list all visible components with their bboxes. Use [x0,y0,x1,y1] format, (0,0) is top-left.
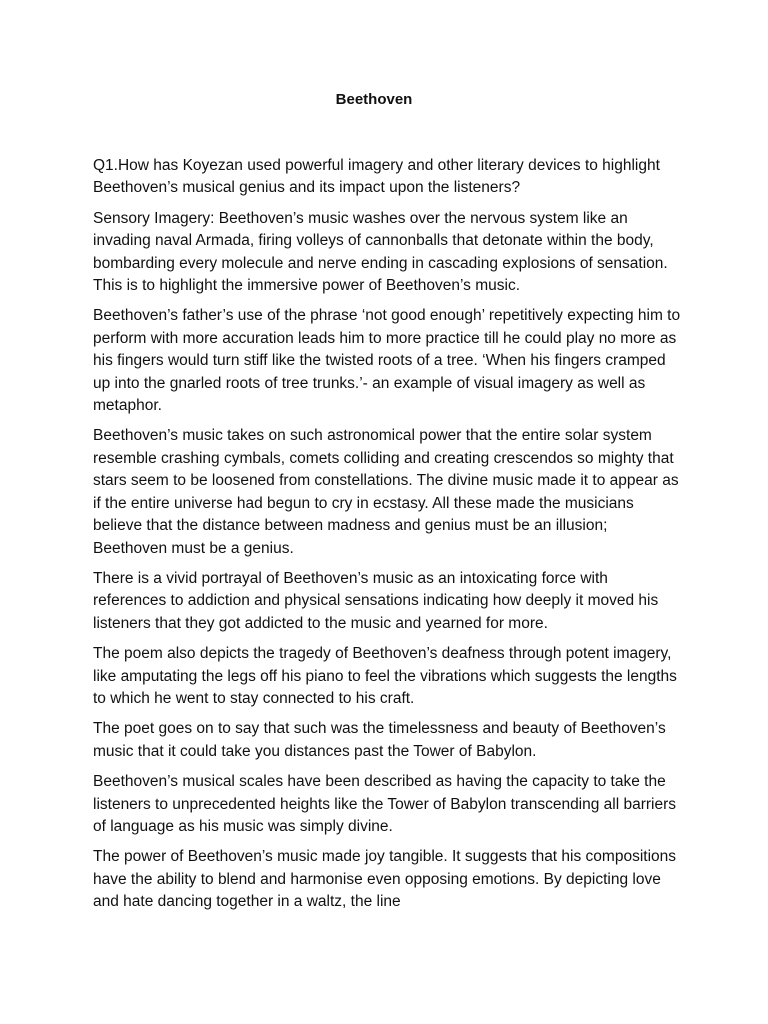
body-paragraph: Beethoven’s father’s use of the phrase ‘not good enough’ repetitively expecting him to perform with more accuration leads him to more practice till he could play no more as his fingers would turn stiff like the twisted roots of a tree. ‘When his fingers cramped up into the gnarled roots of tree trunks.’- an example of visual imagery as well as metaphor. [93,307,681,415]
body-paragraph: The poem also depicts the tragedy of Beethoven’s deafness through potent imagery, like amputating the legs off his piano to feel the vibrations which suggests the lengths to which he went to stay connected to his craft. [93,645,677,707]
body-paragraph: Sensory Imagery: Beethoven’s music washes over the nervous system like an invading naval Armada, firing volleys of cannonballs that detonate within the body, bombarding every molecule and nerve ending in cascading explosions of sensation. This is to highlight the immersive power of Beethoven’s music. [93,209,668,295]
body-paragraph: The poet goes on to say that such was the timelessness and beauty of Beethoven’s music that it could take you distances past the Tower of Babylon. [93,720,666,760]
body-paragraph: Beethoven’s musical scales have been described as having the capacity to take the listeners to unprecedented heights like the Tower of Babylon transcending all barriers of language as his music was simply divine. [93,773,677,835]
body-paragraph: The power of Beethoven’s music made joy tangible. It suggests that his compositions have the ability to blend and harmonise even opposing emotions. By depicting love and hate dancing together in a waltz, the line [93,848,676,911]
body-paragraph: There is a vivid portrayal of Beethoven’s music as an intoxicating force with references to addiction and physical sensations indicating how deeply it moved his listeners that they got addicted to the music and yearned for more. [93,569,659,632]
body-paragraph: Beethoven’s music takes on such astronomical power that the entire solar system resemble crashing cymbals, comets colliding and creating crescendos so mighty that stars seem to be loosened from constellations. The divine music made it to appear as if the entire universe had begun to cry in ecstasy. All these made the musicians believe that the distance between madness and genius must be an illusion; Beethoven must be a genius. [93,427,679,557]
question-paragraph: Q1.How has Koyezan used powerful imagery and other literary devices to highlight Beethoven’s musical genius and its impact upon the listeners? [93,157,660,197]
document-title: Beethoven [335,91,413,108]
document-body [93,155,683,922]
